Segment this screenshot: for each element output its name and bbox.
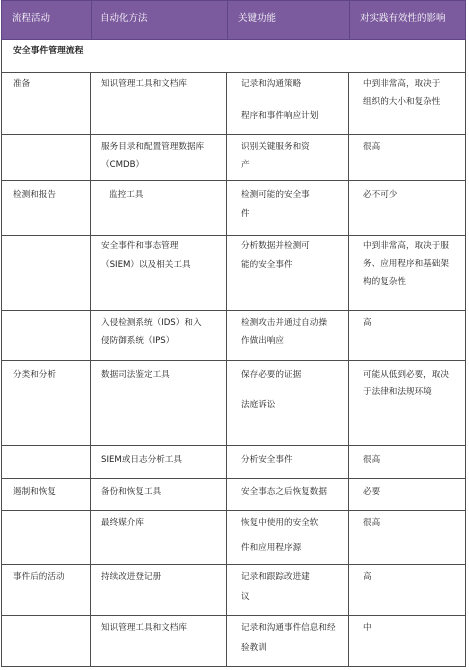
cell-method: 监控工具	[109, 190, 144, 200]
cell-activity: 分类和分析	[13, 370, 56, 380]
cell-function-line: 能的安全事件	[241, 260, 293, 270]
cell-method: 数据司法鉴定工具	[101, 370, 170, 380]
cell-function-line: 检测可能的安全事	[241, 190, 310, 200]
table-header	[1, 0, 466, 40]
cell-impact-line: 于法律和法规环境	[363, 387, 432, 397]
cell-activity: 准备	[13, 79, 31, 89]
cell-function: 分析安全事件	[241, 455, 293, 465]
cell-method: 最终媒介库	[101, 518, 144, 528]
cell-method-line: 安全事件和事态管理	[101, 241, 179, 251]
cell-function-line: 件和应用程序源	[241, 543, 302, 553]
cell-function: 安全事态之后恢复数据	[241, 487, 327, 497]
cell-impact-line: 构的复杂性	[363, 277, 406, 287]
cell-method-line: 侵防御系统（IPS）	[101, 336, 175, 346]
cell-function-line: 作做出响应	[241, 336, 284, 346]
cell-impact: 必要	[363, 487, 381, 497]
cell-activity: 检测和报告	[13, 190, 56, 200]
cell-function-line: 记录和跟踪改进建	[241, 572, 310, 582]
cell-function-line: 验教训	[241, 643, 267, 653]
cell-impact-line: 中到非常高，取决于	[363, 79, 441, 89]
cell-impact: 高	[363, 318, 372, 328]
cell-function-line: 保存必要的证据	[241, 370, 302, 380]
cell-function-line: 恢复中使用的安全软	[241, 518, 319, 528]
cell-method: 持续改进登记册	[101, 572, 162, 582]
cell-method-line: 入侵检测系统（IDS）和入	[101, 318, 202, 328]
cell-impact: 很高	[363, 518, 381, 528]
cell-function-line: 法庭诉讼	[241, 400, 276, 410]
cell-impact: 必不可少	[363, 190, 398, 200]
cell-method-line: 服务目录和配置管理数据库	[101, 142, 205, 152]
cell-function-line: 记录和沟通事件信息和经	[241, 623, 336, 633]
cell-function-line: 产	[241, 160, 250, 170]
cell-function-line: 程序和事件响应计划	[241, 111, 319, 121]
cell-activity: 遏制和恢复	[13, 487, 56, 497]
cell-function-line: 议	[241, 592, 250, 602]
cell-impact-line: 中到非常高，取决于服	[363, 241, 449, 251]
cell-impact-line: 组织的大小和复杂性	[363, 97, 441, 107]
cell-impact-line: 务、应用程序和基础架	[363, 259, 449, 269]
cell-function-line: 记录和沟通策略	[241, 79, 302, 89]
cell-activity: 事件后的活动	[13, 572, 65, 582]
cell-impact: 高	[363, 572, 372, 582]
cell-impact: 很高	[363, 455, 381, 465]
cell-function-line: 检测攻击并通过自动操	[241, 318, 327, 328]
cell-impact: 中	[363, 623, 372, 633]
cell-method-line: （CMDB）	[101, 160, 145, 170]
cell-method: SIEM或日志分析工具	[101, 455, 182, 465]
cell-function-line: 分析数据并检测可	[241, 241, 310, 251]
cell-method: 知识管理工具和文档库	[101, 623, 187, 633]
cell-function-line: 件	[241, 209, 250, 219]
header-impact: 对实践有效性的影响	[360, 13, 446, 24]
cell-function-line: 识别关键服务和资	[241, 142, 310, 152]
cell-impact-line: 可能从低到必要，取决	[363, 370, 449, 380]
cell-method: 知识管理工具和文档库	[101, 79, 187, 89]
header-activity: 流程活动	[12, 13, 51, 24]
section-title: 安全事件管理流程	[13, 46, 84, 56]
cell-method: 备份和恢复工具	[101, 487, 162, 497]
cell-method-line: （SIEM）以及相关工具	[101, 260, 191, 270]
cell-impact: 很高	[363, 142, 381, 152]
header-function: 关键功能	[238, 13, 277, 24]
header-method: 自动化方法	[100, 13, 148, 24]
